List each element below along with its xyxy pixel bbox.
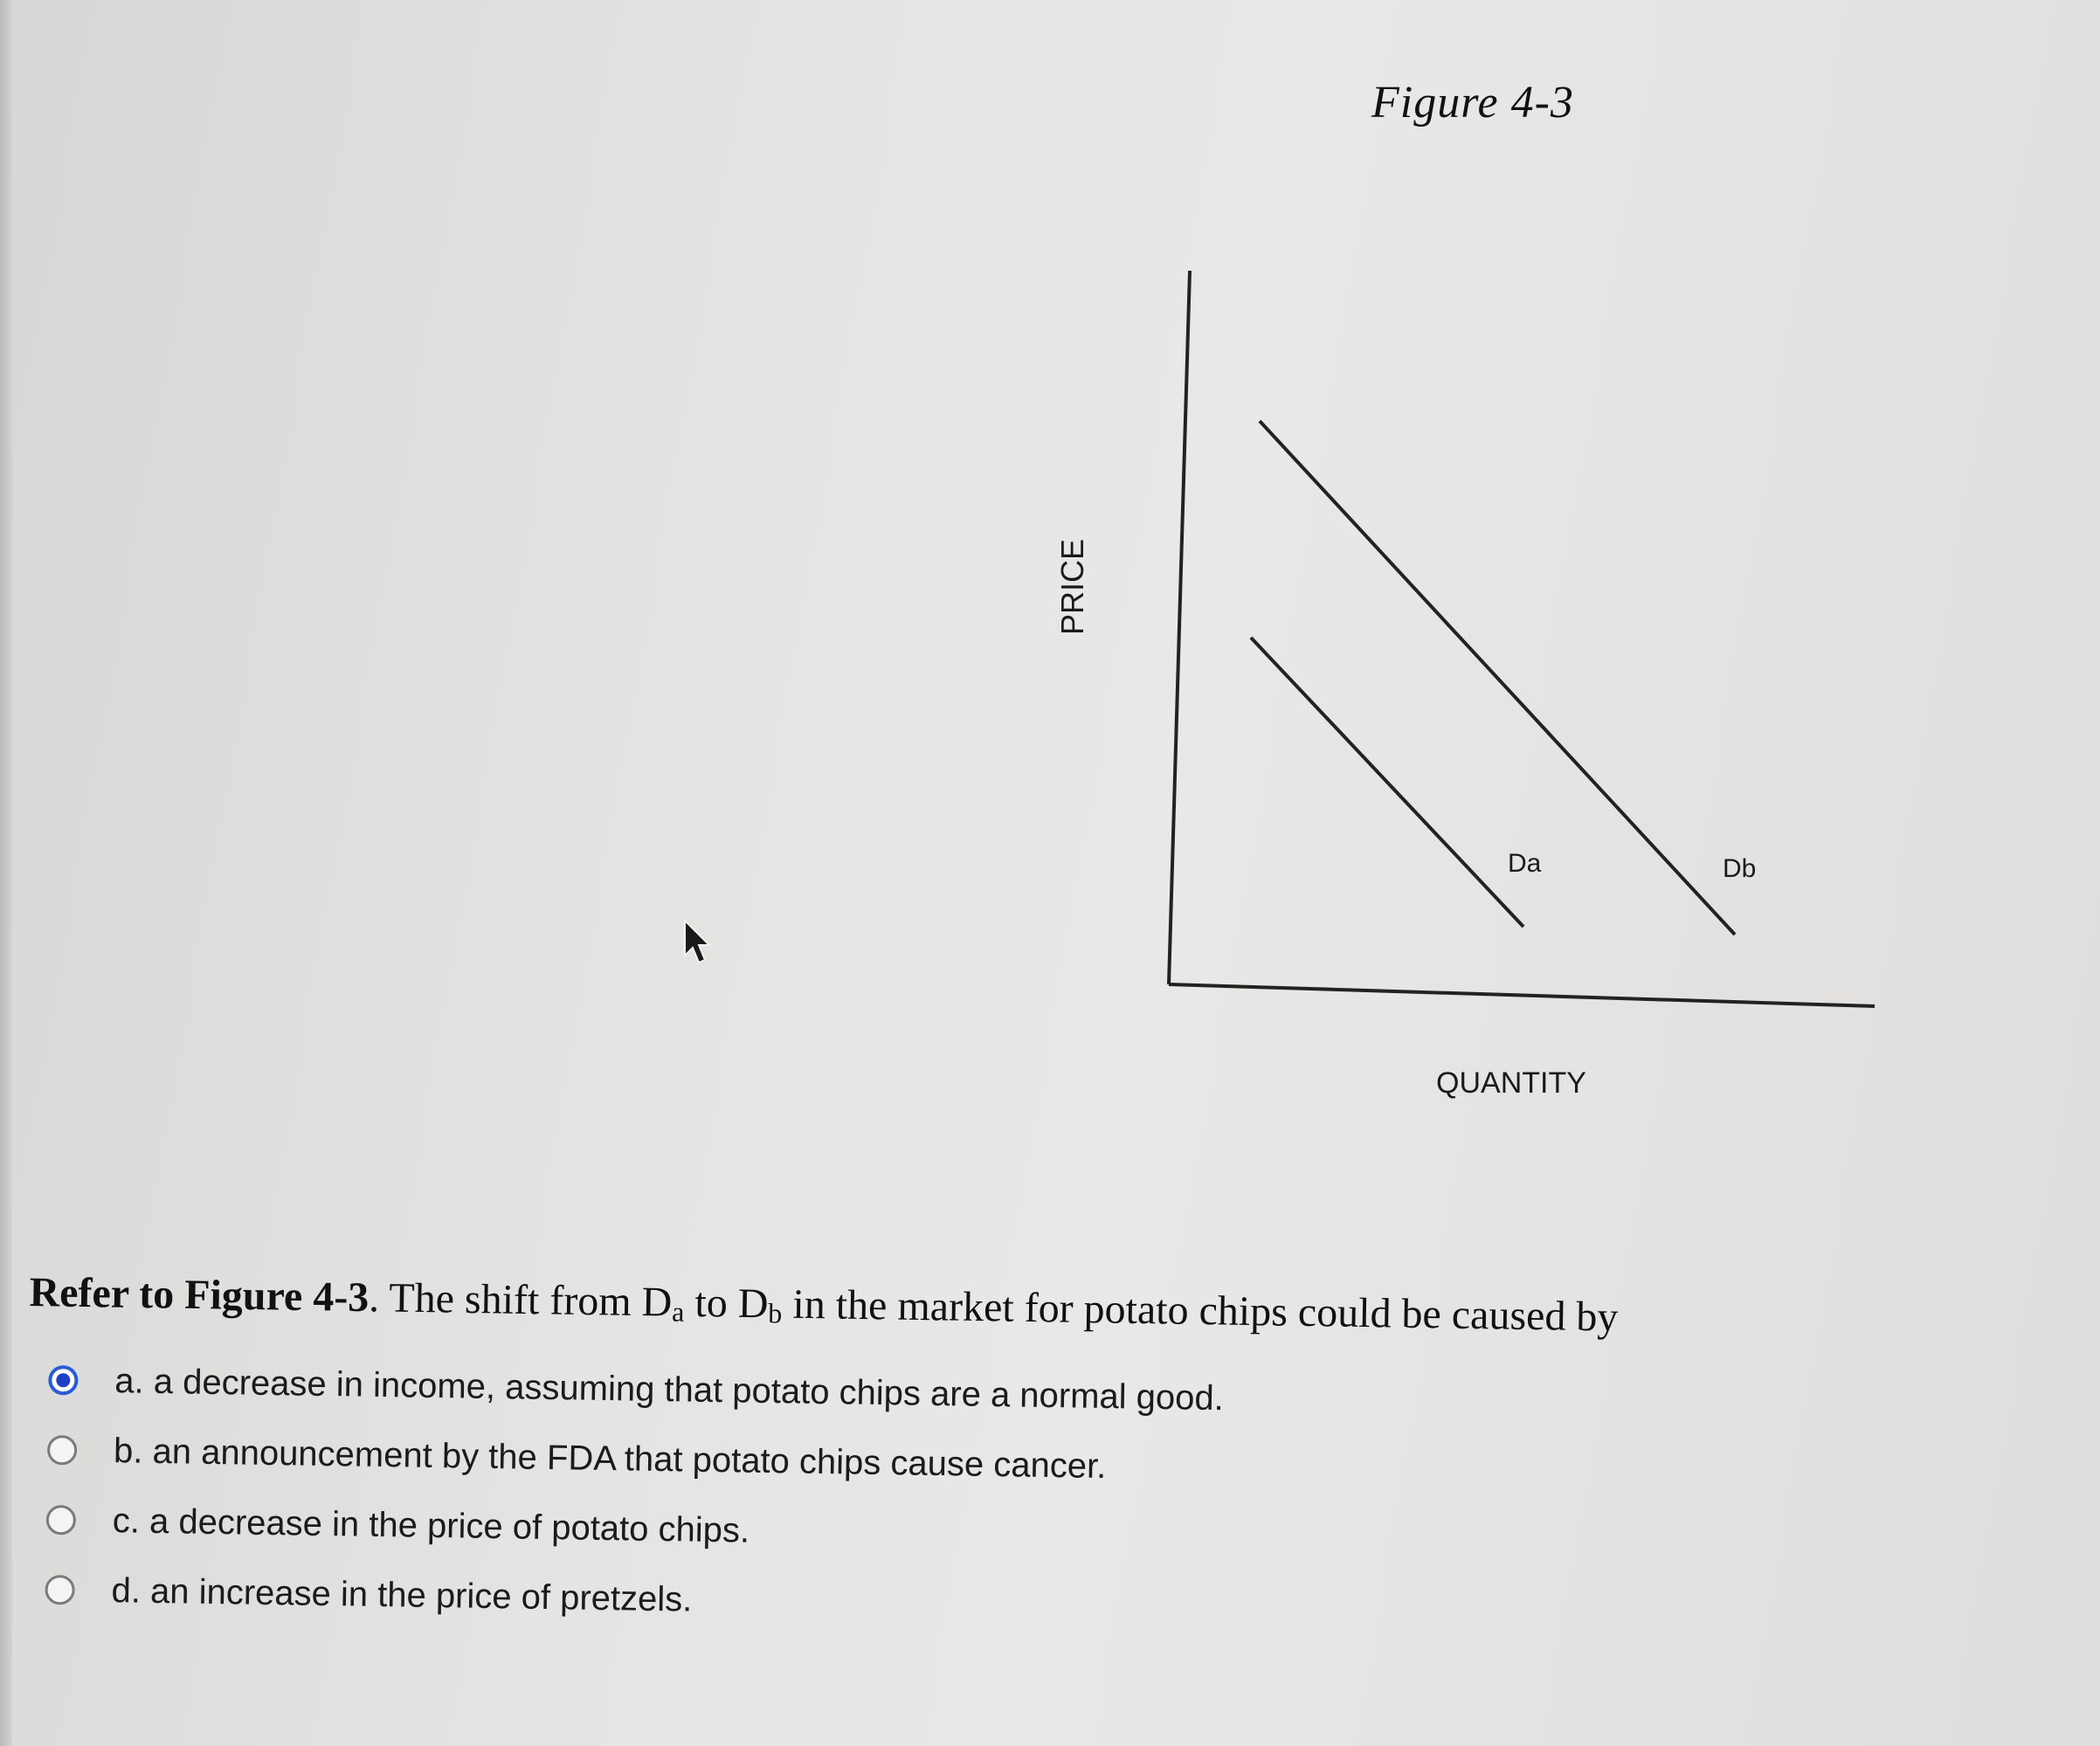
answer-option-label: c. a decrease in the price of potato chips. bbox=[112, 1501, 750, 1550]
x-axis-label: QUANTITY bbox=[1436, 1066, 1586, 1100]
demand-curve-da bbox=[1251, 638, 1523, 927]
answer-option-label: d. an increase in the price of pretzels. bbox=[111, 1570, 693, 1619]
question-part-1: . The shift from D bbox=[368, 1274, 673, 1326]
question-sub-b: b bbox=[768, 1297, 783, 1329]
mouse-pointer-icon bbox=[681, 919, 713, 966]
demand-curve-db bbox=[1260, 421, 1735, 935]
radio-button[interactable] bbox=[46, 1505, 77, 1536]
radio-button[interactable] bbox=[45, 1575, 75, 1605]
x-axis bbox=[1169, 984, 1875, 1006]
answer-option-label: b. an announcement by the FDA that potato chips cause cancer. bbox=[113, 1431, 1107, 1486]
series-label-da: Da bbox=[1508, 849, 1542, 878]
y-axis bbox=[1169, 271, 1190, 984]
y-axis-label: PRICE bbox=[1054, 538, 1090, 636]
series-label-db: Db bbox=[1723, 854, 1757, 883]
radio-button-selected[interactable] bbox=[48, 1365, 79, 1396]
question-sub-a: a bbox=[671, 1295, 685, 1328]
answer-option-label: a. a decrease in income, assuming that potato chips are a normal good. bbox=[114, 1361, 1225, 1418]
question-prefix: Refer to Figure bbox=[29, 1268, 303, 1320]
answer-options bbox=[45, 1345, 1225, 1643]
radio-button[interactable] bbox=[47, 1435, 78, 1466]
question-part-2: to D bbox=[684, 1279, 769, 1328]
question-part-3: in the market for potato chips could be caused by bbox=[782, 1280, 1619, 1341]
question-figure-ref: 4-3 bbox=[312, 1273, 370, 1322]
figure-title: Figure 4-3 bbox=[1371, 78, 1574, 128]
